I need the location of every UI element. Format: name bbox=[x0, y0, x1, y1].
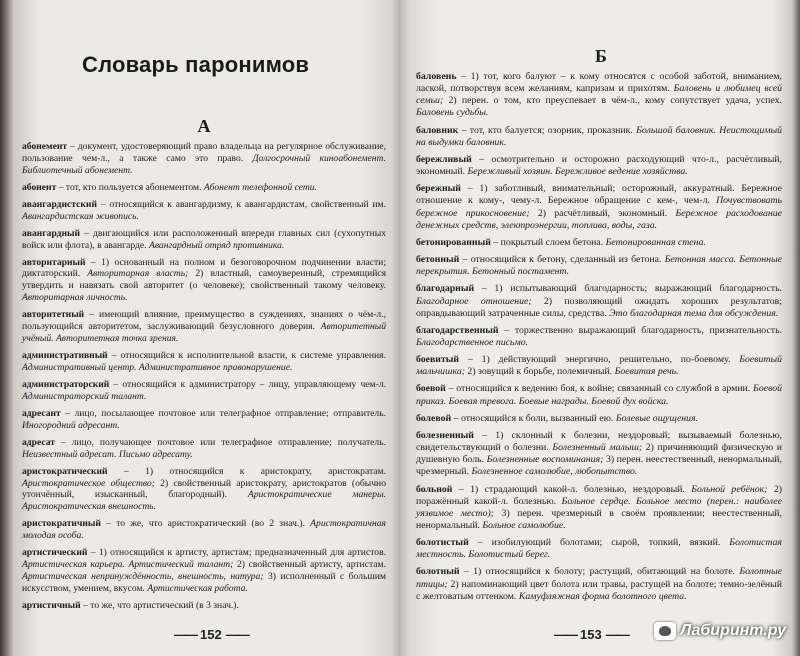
dictionary-entry bbox=[416, 154, 782, 178]
definition: – изобилующий болотами; сырой, топкий, вязкий. bbox=[468, 537, 730, 549]
right-entries bbox=[416, 71, 782, 603]
definition: 2) расчётливый, экономный. bbox=[529, 207, 676, 219]
definition: – 1) относящийся к аристократу, аристократам. bbox=[107, 465, 386, 477]
headword: болотистый bbox=[416, 537, 469, 549]
example: Камуфляжная форма болотного цвета. bbox=[518, 590, 687, 602]
page-number-right: —— 153 —— bbox=[550, 627, 632, 642]
example: Болезненные воспоминания; bbox=[486, 454, 604, 466]
example: Болотистая местность. Болотистый берег. bbox=[416, 537, 782, 561]
definition: – тот, кто пользуется абонементом. bbox=[56, 181, 204, 193]
headword: авторитетный bbox=[22, 309, 85, 321]
headword: больной bbox=[416, 483, 453, 495]
example: Бетонная масса. Бетонные перекрытия. Бетонный постамент. bbox=[416, 254, 782, 278]
headword: административный bbox=[22, 350, 108, 362]
dictionary-entry bbox=[22, 437, 386, 461]
example: Авангардистская живопись. bbox=[22, 210, 139, 222]
definition: – относящийся к администратору – лицу, управляющему чем-л. bbox=[109, 378, 386, 390]
example: Баловень судьбы. bbox=[416, 107, 489, 119]
example: Бетонированная стена. bbox=[605, 236, 706, 248]
section-letter-a: А bbox=[197, 116, 211, 136]
definition: – 1) испытывающий благодарность; выражающий благодарность. bbox=[474, 283, 782, 295]
example: Баловень и любимец всей семьи; bbox=[416, 83, 783, 107]
dictionary-entry bbox=[22, 141, 386, 177]
example: Большой баловник. Неистощимый на выдумки баловник. bbox=[416, 124, 783, 148]
headword: бережный bbox=[416, 183, 461, 195]
example: Больное самолюбие. bbox=[482, 520, 566, 531]
example: Болотные птицы; bbox=[416, 566, 782, 590]
headword: боевитый bbox=[416, 354, 460, 366]
dictionary-entry bbox=[416, 383, 782, 407]
example: Боевой приказ. Боевая тревога. Боевые награды. Боевой дух войска. bbox=[416, 383, 782, 407]
definition: – лицо, получающее почтовое или телеграфное отправление; получатель. bbox=[55, 436, 386, 448]
page-title: Словарь паронимов bbox=[82, 52, 310, 77]
dictionary-entry bbox=[22, 228, 386, 252]
dictionary-entry bbox=[416, 430, 782, 479]
dictionary-entry bbox=[416, 283, 782, 319]
example: Болевые ощущения. bbox=[615, 412, 699, 424]
headword: абонент bbox=[22, 181, 57, 193]
dictionary-entry bbox=[416, 484, 782, 533]
definition: – 1) тот, кого балуют – к кому относятся с особой заботой, вниманием, лаской, потворствуя всем желаниям, капризам и прихотям. bbox=[416, 71, 782, 95]
definition: – 1) заботливый, внимательный; осторожный, аккуратный. Бережное отношение к кому-, чему-л. Бережное обращение с кем-, чем-л. bbox=[416, 183, 782, 207]
definition: – относящийся к ведению боя, к войне; связанный со службой в армии. bbox=[445, 383, 754, 395]
definition: 2) свойственный артисту, артистам. bbox=[233, 559, 386, 571]
example: Больное сердце. Больное место (перен.: наиболее уязвимое место); bbox=[416, 495, 783, 519]
definition: 3) перен. неестественный, ненормальный, чрезмерный. bbox=[416, 454, 783, 478]
headword: артистический bbox=[22, 547, 88, 559]
dictionary-entry bbox=[22, 518, 386, 542]
headword: авторитарный bbox=[22, 256, 86, 268]
headword: адресант bbox=[22, 407, 61, 419]
example: Авторитетный учёный. Авторитетная точка зрения. bbox=[22, 321, 386, 345]
definition: – 1) относящийся к артисту, артистам; предназначенный для артистов. bbox=[87, 547, 386, 559]
definition: – то же, что аристократический (во 2 знач.). bbox=[100, 518, 311, 530]
dictionary-entry bbox=[22, 466, 386, 514]
dictionary-entry bbox=[22, 182, 386, 194]
definition: 2) позволяющий ожидать хороших результатов; оправдывающий затраченные силы, средства. bbox=[416, 295, 782, 319]
definition: 2) властный, самоуверенный, стремящийся утвердить и навязать свой авторитет (о человеке); свойственный такому человеку. bbox=[22, 268, 387, 292]
dictionary-entry bbox=[22, 350, 386, 374]
dictionary-entry bbox=[416, 354, 782, 378]
definition: – относящийся к боли, вызванный ею. bbox=[451, 412, 616, 424]
definition: – торжественно выражающий благодарность, признательность. bbox=[498, 324, 782, 336]
definition: 2) свойственный аристократу, аристократов (обычно утончённый, изысканный, благородный). bbox=[22, 477, 386, 501]
dictionary-entry bbox=[22, 600, 386, 612]
headword: болезненный bbox=[416, 429, 474, 441]
definition: – относящийся к исполнительной власти, к системе управления. bbox=[107, 350, 386, 362]
headword: авангардистский bbox=[22, 198, 97, 210]
definition: – 1) склонный к болезни, нездоровый; вызываемый болезнью, свидетельствующий о болезни. bbox=[416, 429, 782, 454]
example: Больной ребёнок; bbox=[691, 483, 768, 495]
watermark-text: Лабиринт.ру bbox=[680, 622, 786, 639]
example: Боевитый мальчишка; bbox=[416, 354, 782, 378]
example: Долгосрочный киноабонемент. Библиотечный абонемент. bbox=[22, 152, 386, 176]
headword: боевой bbox=[416, 383, 446, 395]
dictionary-entry bbox=[416, 413, 782, 425]
dictionary-entry bbox=[416, 566, 782, 602]
headword: аристократичный bbox=[22, 518, 101, 530]
definition: 2) зовущий к борьбе, полемичный. bbox=[464, 366, 615, 378]
headword: бетонный bbox=[416, 254, 460, 266]
example: Административный центр. Административное правонарушение. bbox=[22, 362, 293, 373]
example: Благодарное отношение; bbox=[416, 295, 532, 307]
example: Аристократическое общество; bbox=[22, 477, 155, 489]
headword: бережливый bbox=[416, 153, 472, 165]
headword: баловник bbox=[416, 124, 459, 136]
dictionary-entry bbox=[416, 71, 782, 120]
example: Абонент телефонной сети. bbox=[203, 181, 317, 193]
dictionary-entry bbox=[22, 408, 386, 432]
example: Болезненное самолюбие, любопытство. bbox=[471, 466, 638, 478]
example: Бережное расходование денежных средств, электроэнергии, топлива, воды, газа. bbox=[416, 207, 782, 231]
watermark bbox=[654, 622, 786, 640]
dictionary-entry bbox=[416, 125, 782, 149]
example: Авангардный отряд противника. bbox=[148, 239, 285, 251]
example: Боевитая речь. bbox=[614, 366, 679, 378]
definition: 2) напоминающий цвет болота или травы, растущей на болоте; темно-зелёный с желтоватым оттенком. bbox=[416, 578, 782, 602]
definition: 2) перен. о том, кто преуспевает в чём-л., кому сопутствует удача, успех. bbox=[443, 95, 782, 107]
dictionary-entry bbox=[22, 547, 386, 595]
section-letter-b: Б bbox=[595, 46, 607, 66]
definition: – то же, что артистический (в 3 знач.). bbox=[80, 599, 239, 611]
dictionary-entry bbox=[416, 254, 782, 278]
definition: – 1) действующий энергично, решительно, по-боевому. bbox=[459, 354, 740, 366]
headword: артистичный bbox=[22, 599, 81, 611]
definition: – осмотрительно и осторожно расходующий что-л., расчётливый, экономный. bbox=[416, 153, 782, 178]
headword: баловень bbox=[416, 71, 457, 82]
example: Бережливый хозяин. Бережливое ведение хозяйства. bbox=[467, 166, 688, 178]
headword: болевой bbox=[416, 412, 452, 424]
headword: авангардный bbox=[22, 227, 81, 239]
example: Иногородний адресант. bbox=[22, 419, 120, 431]
example: Администраторский талант. bbox=[22, 390, 147, 402]
definition: – документ, удостоверяющий право владельца на регулярное обслуживание, пользование чем-л., а также само это право. bbox=[22, 141, 386, 164]
headword: адресат bbox=[22, 436, 55, 448]
dictionary-entry bbox=[416, 537, 782, 561]
definition: – покрытый слоем бетона. bbox=[490, 236, 606, 248]
headword: болотный bbox=[416, 566, 460, 578]
definition: 2) причиняющий физическую и душевную боль. bbox=[416, 442, 783, 466]
definition: 2) поражённый какой-л. болезнью. bbox=[416, 483, 782, 507]
dictionary-entry bbox=[416, 325, 782, 349]
dictionary-entry bbox=[22, 199, 386, 223]
headword: благодарственный bbox=[416, 324, 499, 336]
example: Благодарственное письмо. bbox=[416, 336, 529, 348]
definition: 3) перен. чрезмерный в своём проявлении; неестественный, ненормальный. bbox=[416, 507, 782, 531]
headword: бетонированный bbox=[416, 236, 491, 248]
page-number-left: —— 152 —— bbox=[170, 627, 252, 642]
definition: 3) исполненный с большим искусством, умением, вкусом. bbox=[22, 571, 386, 594]
example: Авторитарная власть; bbox=[87, 268, 189, 280]
dictionary-entry bbox=[416, 237, 782, 249]
example: Артистическая карьера. Артистический талант; bbox=[22, 559, 234, 571]
headword: администраторский bbox=[22, 378, 110, 390]
definition: – относящийся к бетону, сделанный из бетона. bbox=[459, 254, 665, 266]
definition: – двигающийся или расположенный впереди главных сил (сухопутных войск или флота), в авангарде. bbox=[22, 227, 386, 251]
dictionary-entry bbox=[22, 257, 386, 305]
definition: – имеющий влияние, преимущество в суждениях, знаниях о чём-л., пользующийся авторитетом, заслуживающий безусловного доверия. bbox=[22, 309, 386, 333]
dictionary-entry bbox=[22, 379, 386, 403]
headword: благодарный bbox=[416, 283, 475, 295]
definition: – тот, кто балуется; озорник, проказник. bbox=[458, 124, 637, 136]
definition: – 1) страдающий какой-л. болезнью, нездоровый. bbox=[452, 483, 692, 495]
labirint-logo-icon bbox=[654, 622, 676, 640]
example: Аристократические манеры. Аристократическая внешность. bbox=[22, 489, 386, 513]
headword: абонемент bbox=[22, 141, 68, 152]
definition: – лицо, посылающее почтовое или телеграфное отправление; отправитель. bbox=[60, 407, 386, 419]
left-entries bbox=[22, 141, 386, 612]
headword: аристократический bbox=[22, 465, 108, 477]
example: Почувствовать бережное прикосновение; bbox=[416, 195, 782, 219]
example: Это благодарная тема для обсуждения. bbox=[609, 307, 779, 319]
example: Неизвестный адресат. Письмо адресату. bbox=[22, 448, 193, 460]
example: Артистическая работа. bbox=[147, 583, 248, 594]
right-page bbox=[400, 0, 800, 656]
example: Аристократичная молодая особа. bbox=[22, 518, 386, 542]
dictionary-entry bbox=[22, 309, 386, 345]
example: Болезненный малыш; bbox=[552, 442, 643, 454]
example: Артистическая непринуждённость, внешность, натура; bbox=[22, 571, 264, 583]
dictionary-entry bbox=[416, 183, 782, 232]
definition: – 1) основанный на полном и безоговорочном подчинении власти; диктаторский. bbox=[22, 256, 386, 280]
definition: – 1) относящийся к болоту; растущий, обитающий на болоте. bbox=[459, 566, 740, 578]
definition: – относящийся к авангардизму, к авангардистам, свойственный им. bbox=[96, 198, 386, 210]
example: Авторитарная личность. bbox=[22, 292, 128, 304]
